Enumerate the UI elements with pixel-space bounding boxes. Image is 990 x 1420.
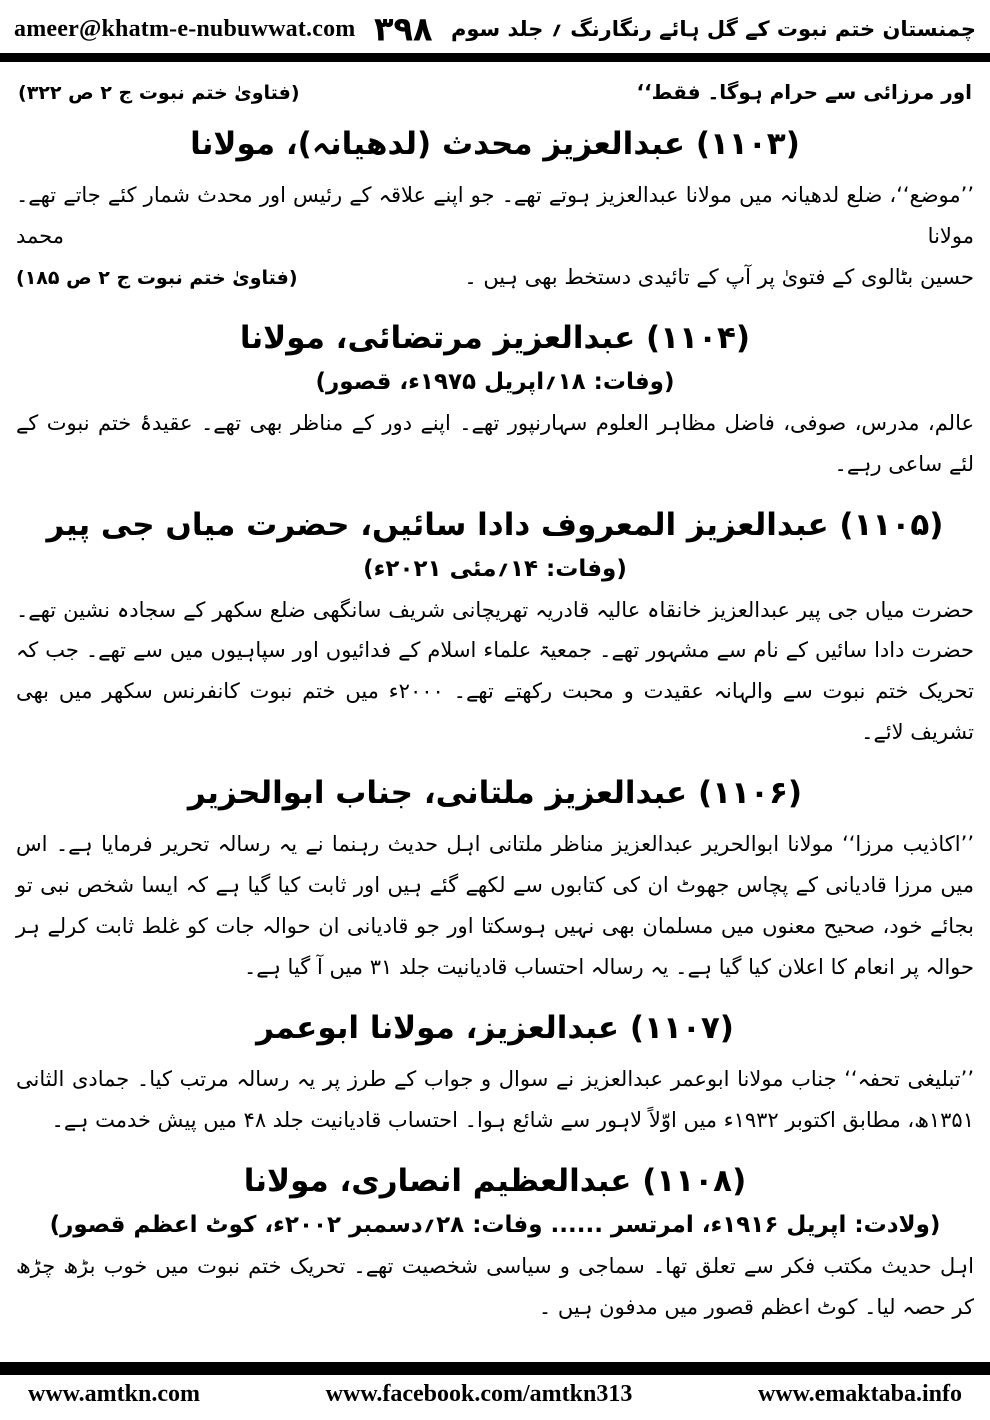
- entry-body-last-line: [16, 257, 974, 298]
- entry-reference: (فتاویٰ ختم نبوت ج ۲ ص ۱۸۵): [16, 266, 298, 289]
- entry-body: ’’تبلیغی تحفہ‘‘ جناب مولانا ابوعمر عبدالعزیز نے سوال و جواب کے طرز پر یہ رسالہ مرتب کیا۔ جمادی الثانی ۱۳۵۱ھ، مطابق اکتوبر ۱۹۳۲ء میں اوّلاً لاہور سے شائع ہوا۔ احتساب قادیانیت جلد ۴۸ میں پیش خدمت ہے۔: [16, 1066, 974, 1132]
- continuation-line: [0, 62, 990, 104]
- entry-body: ’’اکاذیب مرزا‘‘ مولانا ابوالحریر عبدالعزیز مناظر ملتانی اہل حدیث رہنما نے یہ رسالہ تحریر فرمایا ہے۔ اس میں مرزا قادیانی کے پچاس جھوٹ ان کی کتابوں سے لکھے گئے ہیں اور ثابت کیا گیا ہے کہ ایسا شخص نبی تو بجائے خود، صحیح معنوں میں مسلمان بھی نہیں ہوسکتا اور جو قادیانی ان حوالہ جات کو غلط ثابت کرلے ہر حوالہ پر انعام کا اعلان کیا گیا ہے۔ یہ رسالہ احتساب قادیانیت جلد ۳۱ میں آ گیا ہے۔: [16, 832, 974, 979]
- entry-title: (۱۱۰۸) عبدالعظیم انصاری، مولانا: [243, 1162, 747, 1199]
- entry-body: حضرت میاں جی پیر عبدالعزیز خانقاہ عالیہ قادریہ تھریچانی شریف سانگھی ضلع سکھر کے سجادہ نشین تھے۔ حضرت دادا سائیں کے نام سے مشہور تھے۔ جمعیۃ علماء اسلام کے فدائیوں اور سپاہیوں میں سے تھے۔ جب کہ تحریک ختم نبوت سے والہانہ عقیدت و محبت رکھتے تھے۔ ۲۰۰۰ء میں ختم نبوت کانفرنس سکھر میں بھی تشریف لائے۔: [16, 597, 974, 745]
- entry-body-text: حسین بٹالوی کے فتویٰ پر آپ کے تائیدی دستخط بھی ہیں ۔: [464, 264, 974, 289]
- entry-birth-death-dates: (ولادت: اپریل ۱۹۱۶ء، امرتسر ...... وفات: ۲۸؍دسمبر ۲۰۰۲ء، کوٹ اعظم قصور): [49, 1211, 941, 1238]
- footer-url-right: www.emaktaba.info: [757, 1381, 962, 1407]
- entry-1108: [16, 1159, 974, 1328]
- footer-urls: [0, 1375, 990, 1420]
- entry-1105: [16, 503, 974, 754]
- entry-title: (۱۱۰۵) عبدالعزیز المعروف دادا سائیں، حضرت میاں جی پیر: [46, 506, 944, 543]
- entry-title: (۱۱۰۶) عبدالعزیز ملتانی، جناب ابوالحزیر: [187, 775, 803, 812]
- entry-death-date: (وفات: ۱۸؍اپریل ۱۹۷۵ء، قصور): [315, 368, 675, 395]
- entry-1103: [16, 122, 974, 298]
- footer-divider-bar: [0, 1362, 990, 1375]
- header-divider-rule: [0, 53, 990, 62]
- entry-1107: [16, 1006, 974, 1141]
- entry-title: (۱۱۰۳) عبدالعزیز محدث (لدھیانہ)، مولانا: [190, 126, 800, 162]
- continuation-reference: (فتاویٰ ختم نبوت ج ۲ ص ۳۲۲): [18, 82, 300, 104]
- entry-death-date: (وفات: ۱۴؍مئی ۲۰۲۱ء): [363, 555, 627, 582]
- email-address: ameer@khatm-e-nubuwwat.com: [14, 15, 356, 42]
- entry-title: (۱۱۰۴) عبدالعزیز مرتضائی، مولانا: [239, 319, 751, 356]
- page-header: [0, 0, 990, 50]
- entries-list: [0, 104, 990, 1328]
- page-footer: [0, 1362, 990, 1420]
- entry-1106: [16, 771, 974, 988]
- book-title: چمنستان ختم نبوت کے گل ہائے رنگارنگ ؍ جلد سوم: [450, 17, 976, 41]
- entry-body: عالم، مدرس، صوفی، فاضل مظاہر العلوم سہارنپور تھے۔ اپنے دور کے مناظر بھی تھے۔ عقیدۂ ختم نبوت کے لئے ساعی رہے۔: [16, 410, 974, 476]
- entry-title: (۱۱۰۷) عبدالعزیز، مولانا ابوعمر: [256, 1009, 734, 1046]
- entry-body: ’’موضع‘‘، ضلع لدھیانہ میں مولانا عبدالعزیز ہوتے تھے۔ جو اپنے علاقہ کے رئیس اور محدث شمار کئے جاتے تھے۔ مولانا محمد: [16, 182, 974, 248]
- footer-url-left: www.amtkn.com: [28, 1381, 200, 1407]
- page-number: ۳۹۸: [373, 9, 433, 49]
- entry-body: اہل حدیث مکتب فکر سے تعلق تھا۔ سماجی و سیاسی شخصیت تھے۔ تحریک ختم نبوت میں خوب بڑھ چڑھ کر حصہ لیا۔ کوٹ اعظم قصور میں مدفون ہیں ۔: [16, 1253, 974, 1319]
- entry-1104: [16, 316, 974, 485]
- footer-url-center: www.facebook.com/amtkn313: [325, 1381, 633, 1407]
- continuation-text: اور مرزائی سے حرام ہوگا۔ فقط‘‘: [636, 80, 972, 104]
